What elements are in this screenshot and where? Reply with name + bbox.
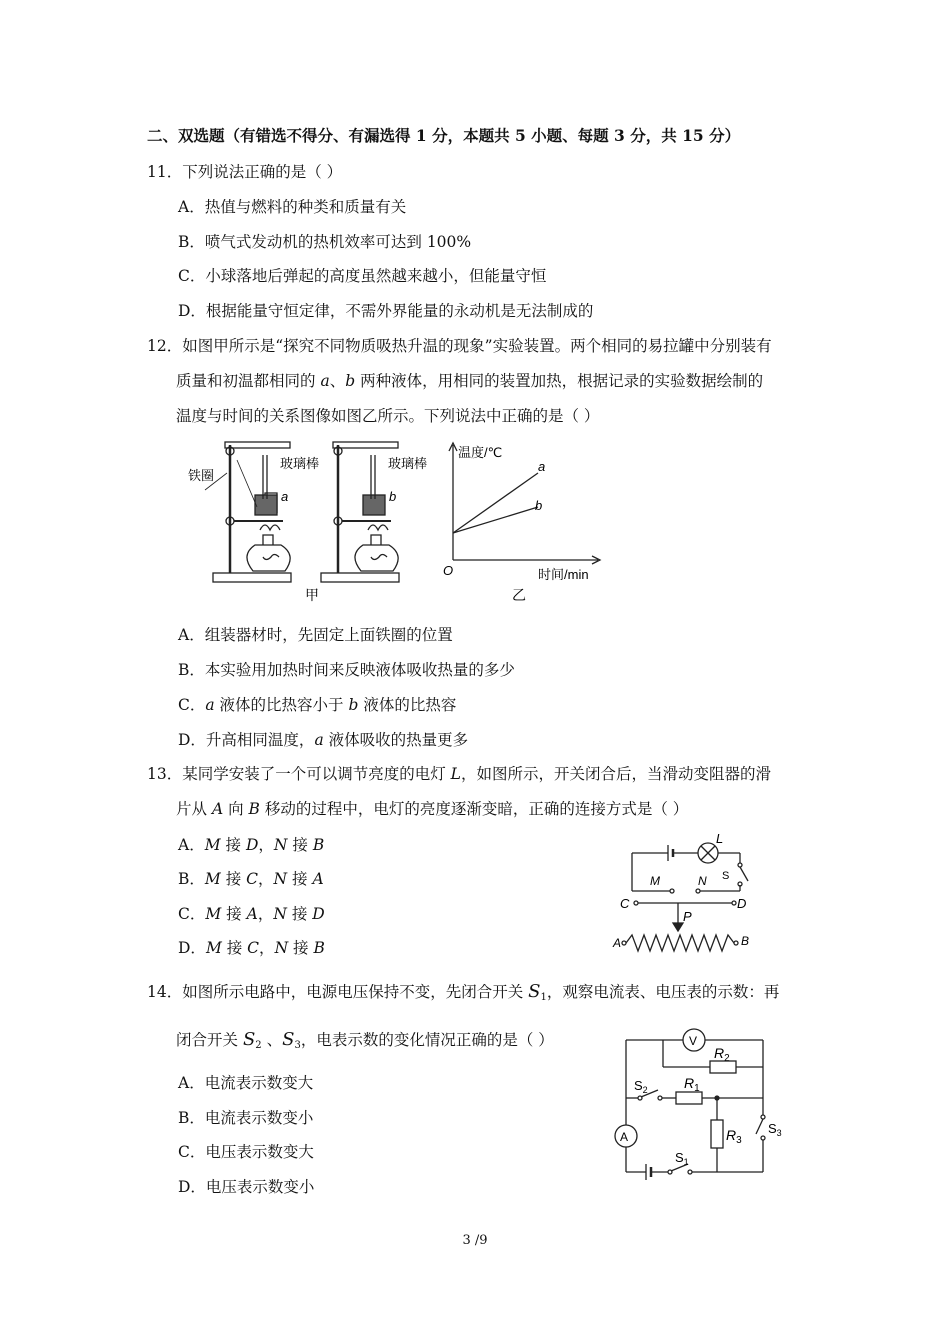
q13-option-a: A．M 接 D，N 接 B (178, 836, 325, 854)
liquid-a-label: a (281, 489, 289, 504)
switch-label: S (722, 870, 730, 882)
section-title: 二、双选题（有错选不得分、有漏选得 1 分，本题共 5 小题、每题 3 分，共 15 分） (147, 126, 741, 145)
q12-option-a: A．组装器材时，先固定上面铁圈的位置 (178, 626, 453, 644)
liquid-b-label: b (389, 489, 397, 504)
q13-option-d: D．M 接 C，N 接 B (178, 939, 325, 957)
q13-option-c: C．M 接 A，N 接 D (178, 905, 325, 923)
lamp-label: L (716, 831, 724, 846)
q13-option-b: B．M 接 C，N 接 A (178, 870, 324, 888)
r3-label: $R_3$ (726, 1127, 742, 1146)
glass-rod-label-left: 玻璃棒 (280, 456, 320, 471)
q14-option-c: C．电压表示数变大 (178, 1143, 314, 1161)
page-number: 3 /9 (462, 1233, 488, 1248)
s2-label: $S_2$ (634, 1078, 648, 1095)
terminal-c-label: C (620, 896, 630, 911)
q14-stem-line2: 闭合开关 $S_2$ 、$S_3$，电表示数的变化情况正确的是（ ） (176, 1029, 554, 1051)
q12-option-d: D．升高相同温度，a 液体吸收的热量更多 (178, 731, 469, 749)
line-a-label: a (538, 459, 546, 474)
q14-circuit-figure (608, 1020, 788, 1190)
s1-label: $S_1$ (675, 1150, 689, 1167)
q11-option-b: B．喷气式发动机的热机效率可达到 100% (178, 233, 472, 251)
line-b-label: b (535, 498, 543, 513)
q11-stem: 11．下列说法正确的是（ ） (147, 163, 343, 181)
slider-p-label: P (683, 909, 692, 924)
q12-option-b: B．本实验用加热时间来反映液体吸收热量的多少 (178, 661, 515, 679)
caption-jia: 甲 (305, 587, 319, 603)
q13-stem-line1: 13．某同学安装了一个可以调节亮度的电灯 L，如图所示，开关闭合后，当滑动变阻器的滑 (147, 765, 771, 783)
r2-label: $R_2$ (714, 1045, 730, 1064)
q12-temperature-graph (438, 435, 613, 610)
q14-stem-line1: 14．如图所示电路中，电源电压保持不变，先闭合开关 $S_1$，观察电流表、电压表的示数：再 (147, 981, 780, 1003)
q12-stem-line1: 12．如图甲所示是“探究不同物质吸热升温的现象”实验装置。两个相同的易拉罐中分别装有 (147, 337, 772, 355)
y-axis-label: 温度/℃ (458, 445, 503, 460)
q12-stem-line3: 温度与时间的关系图像如图乙所示。下列说法中正确的是（ ） (176, 407, 600, 425)
q12-apparatus-figure (185, 435, 445, 610)
terminal-m-label: M (650, 874, 660, 888)
q13-circuit-figure (610, 825, 770, 960)
q11-option-a: A．热值与燃料的种类和质量有关 (178, 198, 407, 216)
q14-option-d: D．电压表示数变小 (178, 1178, 315, 1196)
x-axis-label: 时间/min (538, 567, 589, 582)
ammeter-label: A (620, 1130, 629, 1144)
terminal-d-label: D (737, 896, 747, 911)
terminal-n-label: N (698, 874, 707, 888)
q14-option-a: A．电流表示数变大 (178, 1074, 314, 1092)
iron-ring-label: 铁圈 (188, 468, 215, 483)
r1-label: $R_1$ (684, 1075, 700, 1094)
q11-option-d: D．根据能量守恒定律，不需外界能量的永动机是无法制成的 (178, 302, 594, 320)
q11-option-c: C．小球落地后弹起的高度虽然越来越小，但能量守恒 (178, 267, 547, 285)
terminal-b-label: B (741, 934, 750, 948)
q12-stem-line2: 质量和初温都相同的 a、b 两种液体，用相同的装置加热，根据记录的实验数据绘制的 (176, 372, 764, 390)
q14-option-b: B．电流表示数变小 (178, 1109, 314, 1127)
caption-yi: 乙 (512, 587, 526, 603)
q12-option-c: C．a 液体的比热容小于 b 液体的比热容 (178, 696, 457, 714)
glass-rod-label-right: 玻璃棒 (388, 456, 428, 471)
terminal-a-label: A (613, 936, 622, 950)
voltmeter-label: V (689, 1034, 698, 1048)
s3-label: $S_3$ (768, 1121, 782, 1138)
origin-label: O (443, 563, 454, 578)
q13-stem-line2: 片从 A 向 B 移动的过程中，电灯的亮度逐渐变暗，正确的连接方式是（ ） (176, 800, 689, 818)
